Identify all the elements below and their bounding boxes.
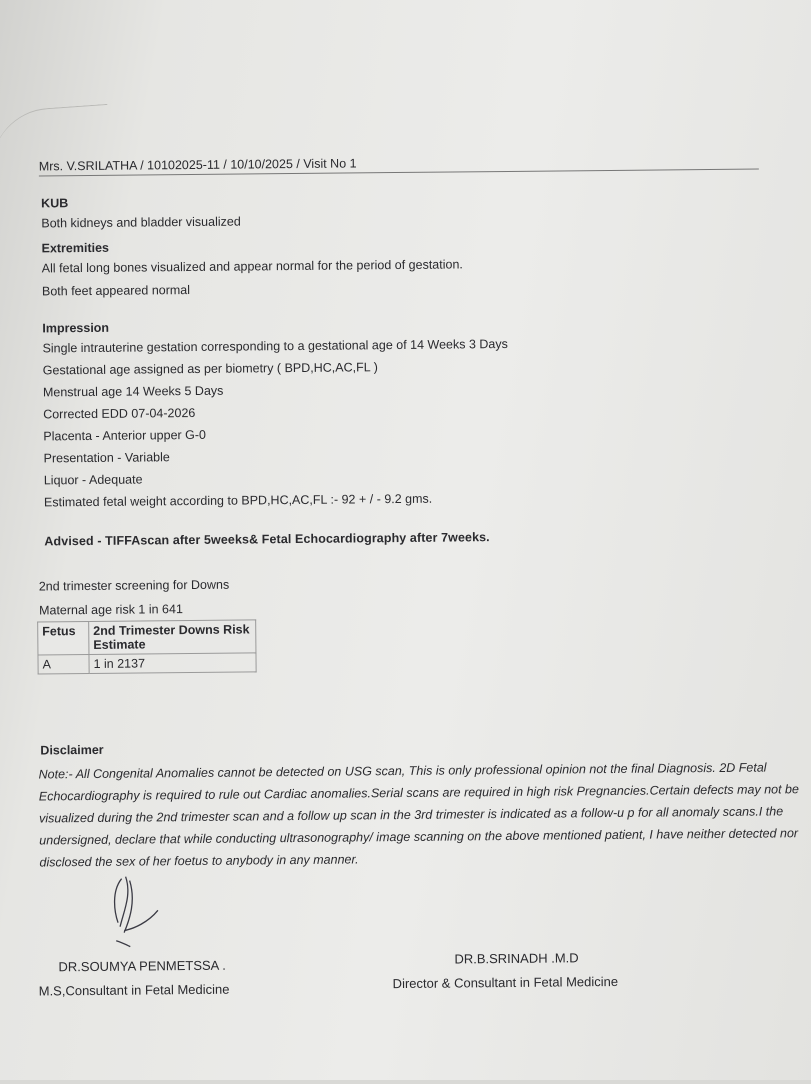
table-header-row bbox=[38, 620, 256, 655]
impression-line: Menstrual age 14 Weeks 5 Days bbox=[42, 383, 224, 400]
impression-line: Presentation - Variable bbox=[43, 450, 170, 466]
left-doctor-title: M.S,Consultant in Fetal Medicine bbox=[38, 981, 230, 999]
extremities-heading: Extremities bbox=[41, 240, 110, 256]
table-cell-fetus: A bbox=[38, 654, 89, 673]
disclaimer-heading: Disclaimer bbox=[40, 742, 104, 758]
impression-heading: Impression bbox=[42, 320, 110, 336]
right-doctor-name: DR.B.SRINADH .M.D bbox=[454, 950, 579, 967]
impression-line: Estimated fetal weight according to BPD,HC,AC,FL :- 92 + / - 9.2 gms. bbox=[43, 491, 433, 510]
maternal-risk: Maternal age risk 1 in 641 bbox=[38, 602, 183, 618]
disclaimer-text: Note:- All Congenital Anomalies cannot be detected on USG scan, This is only professional opinion not the final Diagnosis. 2D Fetal Echocardiography is required to rule out Cardiac anomalies.Serial scans are required in high risk Pregnancies.Certain defects may not be visualized during the 2nd trimester scan and a follow up scan in the 3rd trimester is indicated as a follow-u p for all anomaly scans.I the undersigned, declare that while conducting ultrasonography/ image scanning on the above mentioned patient, I have neither detected nor disclosed the sex of her foetus to anybody in any manner. bbox=[38, 760, 799, 870]
screening-title: 2nd trimester screening for Downs bbox=[38, 577, 230, 594]
impression-line: Gestational age assigned as per biometry ( BPD,HC,AC,FL ) bbox=[42, 360, 378, 378]
table-header-estimate: 2nd Trimester Downs Risk Estimate bbox=[89, 620, 256, 655]
extremities-text-1: All fetal long bones visualized and appear normal for the period of gestation. bbox=[41, 257, 463, 276]
extremities-text-2: Both feet appeared normal bbox=[41, 283, 191, 299]
impression-line: Liquor - Adequate bbox=[43, 472, 143, 488]
signature-mark bbox=[104, 870, 175, 951]
table-row bbox=[38, 653, 256, 674]
advised-text: Advised - TIFFAscan after 5weeks& Fetal Echocardiography after 7weeks. bbox=[44, 530, 490, 549]
impression-line: Placenta - Anterior upper G-0 bbox=[43, 427, 207, 444]
right-doctor-title: Director & Consultant in Fetal Medicine bbox=[392, 973, 619, 992]
impression-line: Single intrauterine gestation corresponding to a gestational age of 14 Weeks 3 Days bbox=[42, 336, 508, 356]
patient-header: Mrs. V.SRILATHA / 10102025-11 / 10/10/2025 / Visit No 1 bbox=[39, 153, 759, 177]
table-header-fetus: Fetus bbox=[38, 621, 89, 654]
table-cell-estimate: 1 in 2137 bbox=[89, 653, 256, 674]
kub-text: Both kidneys and bladder visualized bbox=[41, 214, 241, 231]
downs-risk-table bbox=[37, 619, 256, 674]
left-doctor-name: DR.SOUMYA PENMETSSA . bbox=[58, 957, 226, 975]
kub-heading: KUB bbox=[41, 196, 69, 211]
impression-line: Corrected EDD 07-04-2026 bbox=[43, 405, 196, 422]
